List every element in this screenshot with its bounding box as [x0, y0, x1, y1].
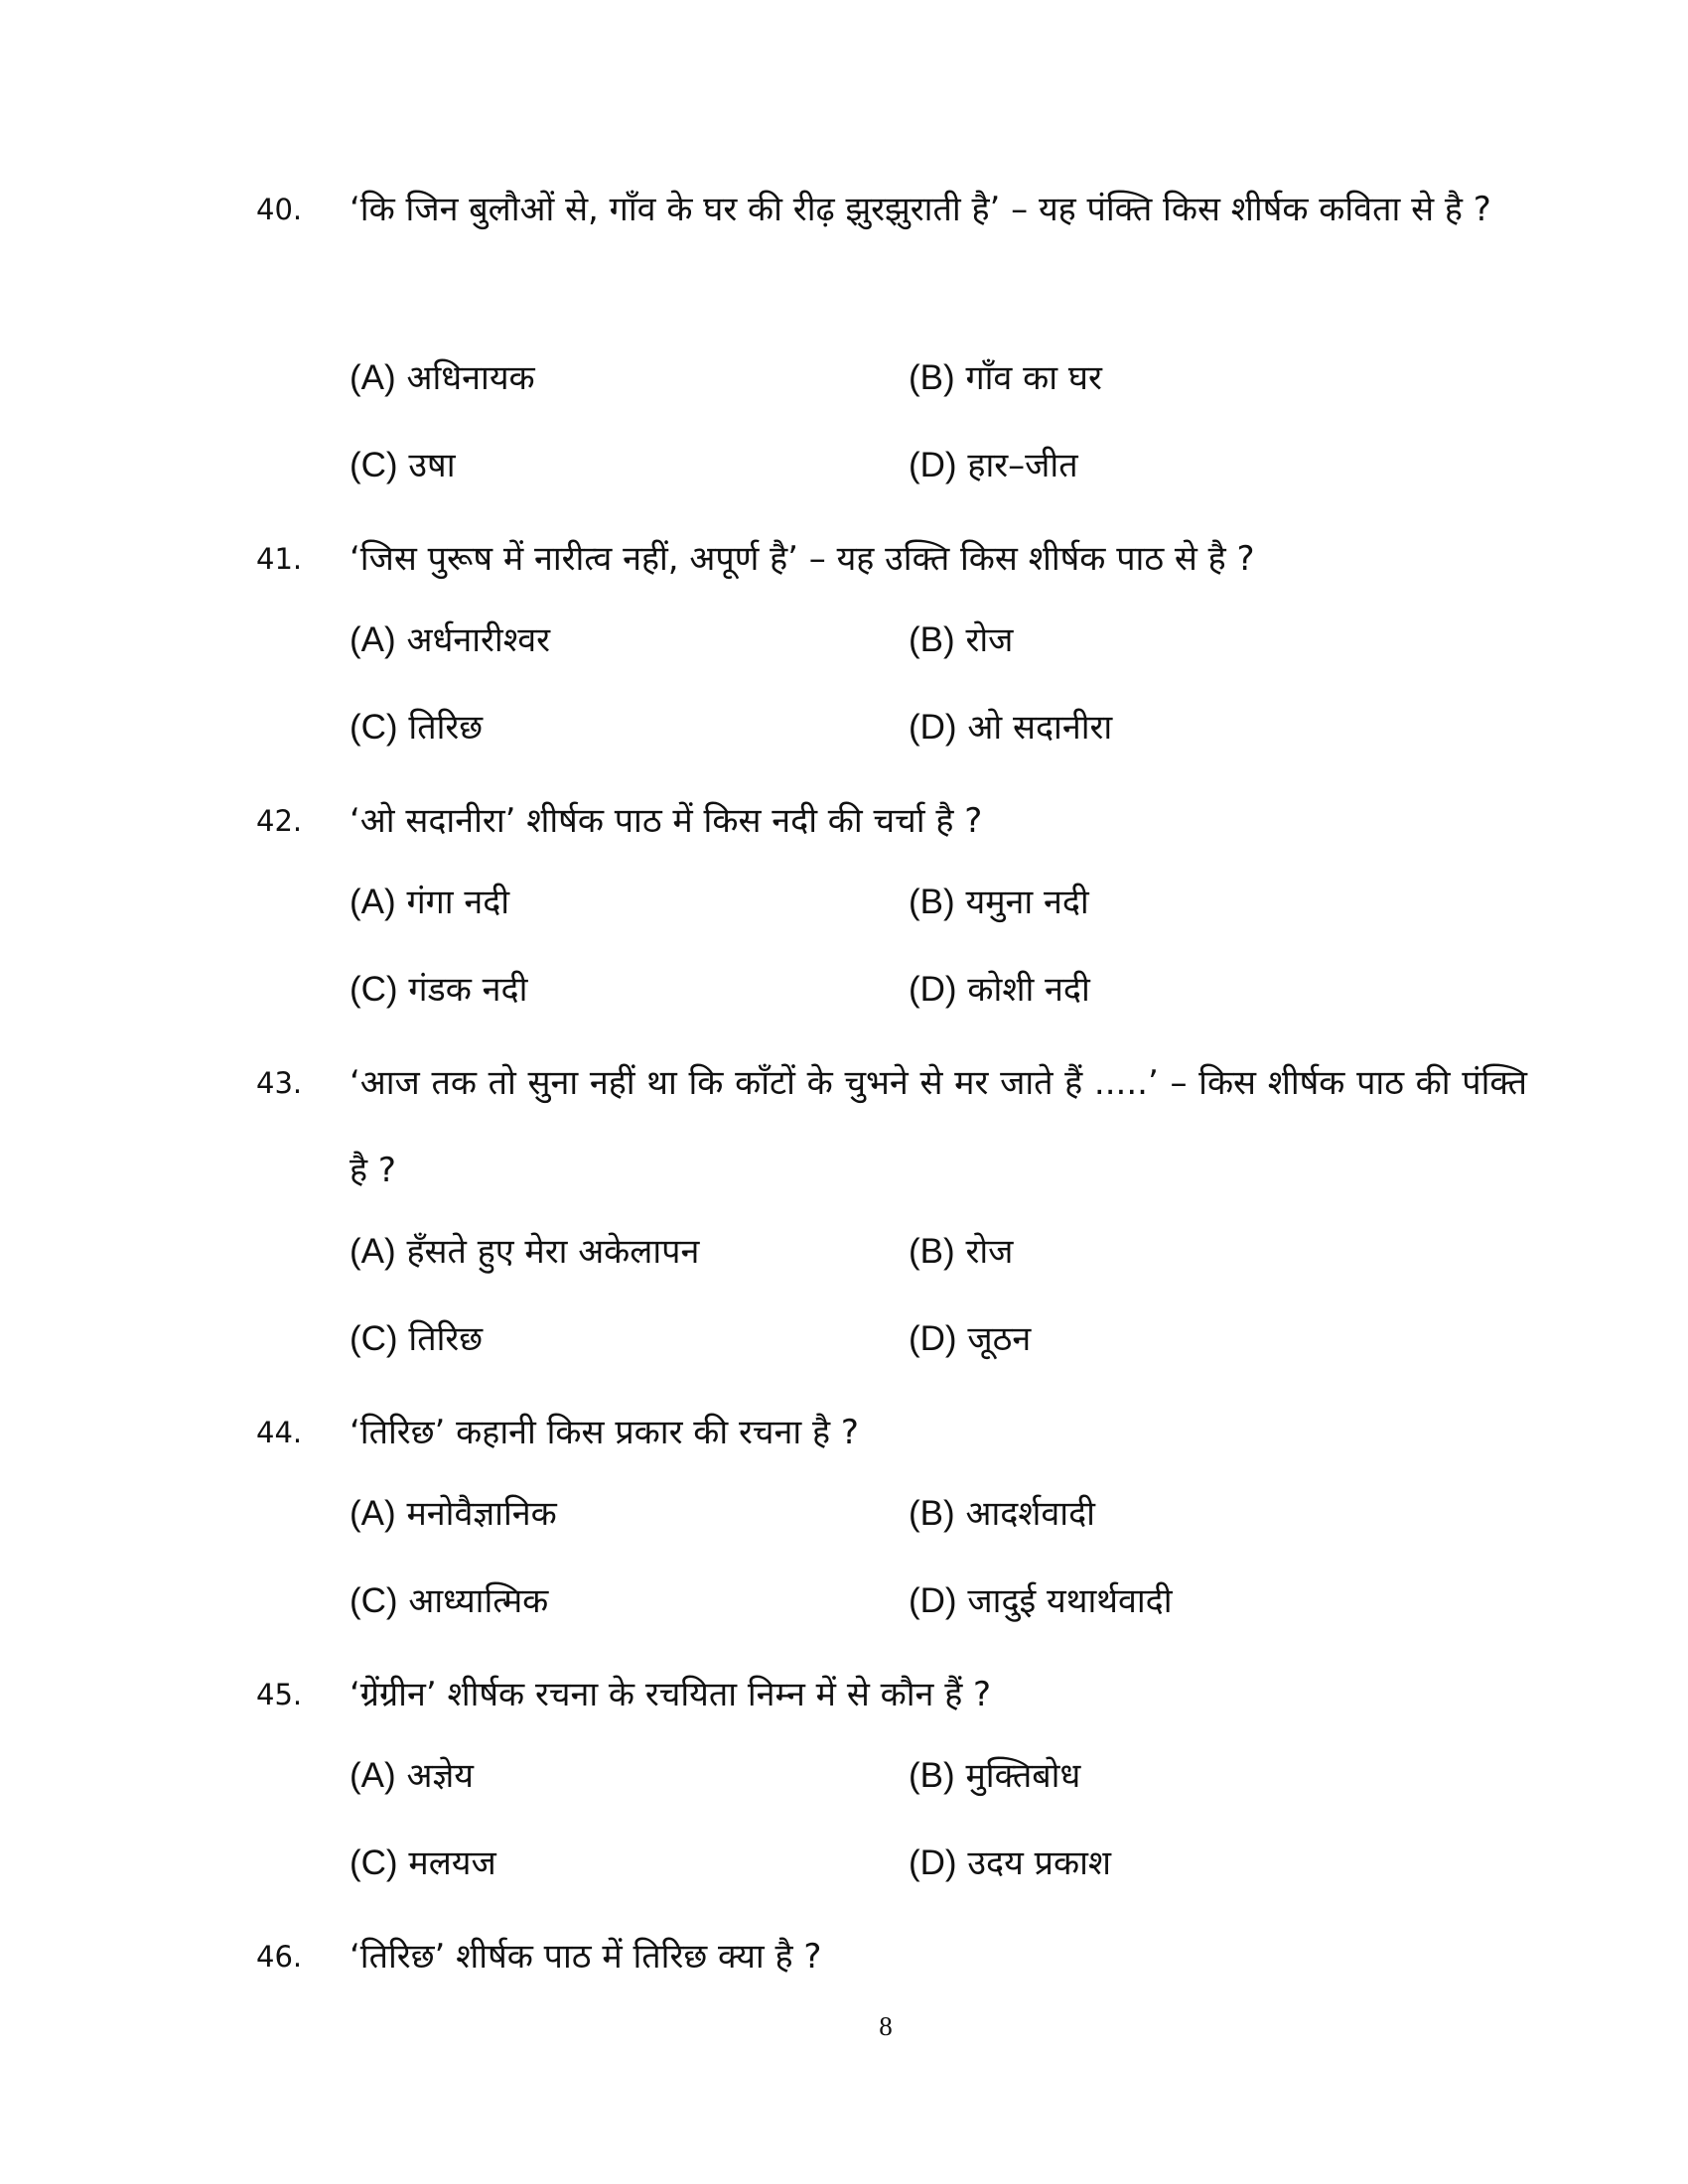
option-text: हँसते हुए मेरा अकेलापन	[406, 1232, 700, 1272]
option-d	[909, 1578, 1173, 1624]
option-c	[350, 443, 456, 488]
question-number: 46.	[256, 1940, 303, 1974]
option-text: जादुई यथार्थवादी	[967, 1581, 1173, 1621]
page-number: 8	[879, 2011, 893, 2041]
option-text: मनोवैज्ञानिक	[406, 1494, 557, 1534]
option-letter: (A)	[350, 1232, 396, 1271]
option-text: जूठन	[967, 1319, 1032, 1359]
option-letter: (B)	[909, 1756, 955, 1795]
option-text: गाँव का घर	[965, 358, 1102, 398]
option-c	[350, 705, 483, 751]
option-letter: (B)	[909, 1232, 955, 1271]
option-c	[350, 1316, 483, 1362]
option-text: ओ सदानीरा	[967, 708, 1113, 748]
option-text: हार–जीत	[967, 446, 1078, 485]
option-a	[350, 617, 550, 663]
option-b	[909, 1491, 1095, 1537]
question-number: 43.	[256, 1066, 303, 1100]
option-text: मलयज	[408, 1843, 496, 1883]
option-letter: (D)	[909, 1319, 957, 1358]
option-letter: (B)	[909, 358, 955, 397]
option-letter: (D)	[909, 970, 957, 1009]
option-b	[909, 1229, 1013, 1275]
question-text: ‘तिरिछ’ शीर्षक पाठ में तिरिछ क्या है ?	[350, 1937, 822, 1977]
option-letter: (A)	[350, 620, 396, 659]
option-text: कोशी नदी	[967, 970, 1090, 1010]
question-text: ‘आज तक तो सुना नहीं था कि काँटों के चुभने से मर जाते हैं .....’ – किस शीर्षक पाठ की पंक्ति है ?	[350, 1063, 1527, 1190]
option-text: आदर्शवादी	[965, 1494, 1095, 1534]
option-a	[350, 1229, 699, 1275]
option-text: तिरिछ	[408, 1319, 484, 1359]
option-a	[350, 355, 535, 401]
option-d	[909, 443, 1078, 488]
option-text: अज्ञेय	[406, 1756, 474, 1796]
option-a	[350, 1491, 557, 1537]
question-text: ‘कि जिन बुलौओं से, गाँव के घर की रीढ़ झुरझुराती है’ – यह पंक्ति किस शीर्षक कविता से है ?	[350, 190, 1491, 229]
option-letter: (A)	[350, 358, 396, 397]
option-letter: (C)	[350, 1581, 398, 1620]
option-b	[909, 1753, 1080, 1799]
option-text: गंडक नदी	[408, 970, 528, 1010]
option-a	[350, 1753, 474, 1799]
option-letter: (C)	[350, 1319, 398, 1358]
question-text: ‘जिस पुरूष में नारीत्व नहीं, अपूर्ण है’ – यह उक्ति किस शीर्षक पाठ से है ?	[350, 539, 1255, 579]
option-text: उषा	[408, 446, 456, 485]
option-letter: (D)	[909, 1843, 957, 1882]
option-letter: (D)	[909, 446, 957, 484]
option-b	[909, 617, 1013, 663]
option-letter: (C)	[350, 1843, 398, 1882]
question-number: 40.	[256, 193, 303, 226]
question-number: 41.	[256, 542, 303, 576]
option-letter: (B)	[909, 883, 955, 921]
option-letter: (D)	[909, 708, 957, 747]
option-text: रोज	[965, 620, 1014, 660]
option-text: मुक्तिबोध	[965, 1756, 1081, 1796]
question-text: ‘ओ सदानीरा’ शीर्षक पाठ में किस नदी की चर्चा है ?	[350, 801, 983, 841]
option-text: रोज	[965, 1232, 1014, 1272]
option-c	[350, 967, 527, 1013]
option-text: गंगा नदी	[406, 883, 510, 922]
option-d	[909, 1316, 1031, 1362]
option-letter: (C)	[350, 708, 398, 747]
option-text: उदय प्रकाश	[967, 1843, 1112, 1883]
option-text: यमुना नदी	[965, 883, 1089, 922]
option-letter: (B)	[909, 1494, 955, 1533]
option-text: अधिनायक	[406, 358, 535, 398]
option-d	[909, 967, 1090, 1013]
option-c	[350, 1578, 548, 1624]
question-number: 42.	[256, 804, 303, 838]
question-number: 44.	[256, 1416, 303, 1449]
option-text: अर्धनारीश्वर	[406, 620, 551, 660]
option-letter: (D)	[909, 1581, 957, 1620]
question-number: 45.	[256, 1678, 303, 1711]
option-d	[909, 705, 1112, 751]
option-b	[909, 355, 1102, 401]
option-letter: (C)	[350, 446, 398, 484]
option-d	[909, 1841, 1111, 1886]
option-letter: (A)	[350, 1756, 396, 1795]
question-text: ‘ग्रेंग्रीन’ शीर्षक रचना के रचयिता निम्न में से कौन हैं ?	[350, 1675, 992, 1714]
option-a	[350, 880, 509, 925]
option-c	[350, 1841, 496, 1886]
option-letter: (A)	[350, 883, 396, 921]
question-text: ‘तिरिछ’ कहानी किस प्रकार की रचना है ?	[350, 1413, 859, 1452]
option-text: तिरिछ	[408, 708, 484, 748]
option-b	[909, 880, 1089, 925]
option-letter: (C)	[350, 970, 398, 1009]
option-letter: (A)	[350, 1494, 396, 1533]
option-text: आध्यात्मिक	[408, 1581, 549, 1621]
option-letter: (B)	[909, 620, 955, 659]
